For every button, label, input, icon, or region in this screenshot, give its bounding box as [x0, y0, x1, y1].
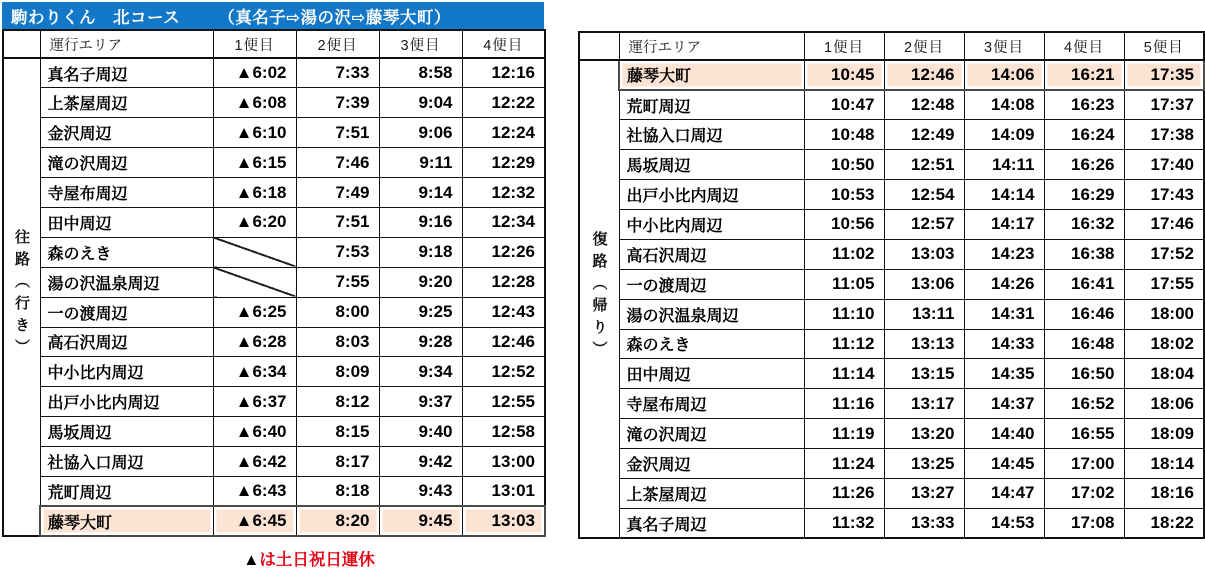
area-cell: 金沢周辺: [619, 449, 804, 479]
time-cell: 9:45: [379, 506, 462, 536]
table-row: [3, 417, 545, 447]
area-cell: 中小比内周辺: [619, 209, 804, 239]
time-cell: 13:15: [884, 359, 964, 389]
time-cell: 9:25: [379, 297, 462, 327]
time-cell: 18:09: [1124, 419, 1204, 449]
time-cell: 14:53: [964, 508, 1044, 538]
time-cell: 12:29: [462, 148, 545, 178]
time-cell: 17:00: [1044, 449, 1124, 479]
table-row: [579, 359, 1204, 389]
area-cell: 森のえき: [40, 237, 213, 267]
time-cell: 18:02: [1124, 329, 1204, 359]
time-cell: 12:32: [462, 178, 545, 208]
time-cell: ▲6:18: [213, 178, 296, 208]
time-cell: 9:06: [379, 118, 462, 148]
time-cell: 8:18: [296, 476, 379, 506]
time-cell: 12:26: [462, 237, 545, 267]
time-cell: 7:46: [296, 148, 379, 178]
table-row: [3, 58, 545, 88]
time-cell: 14:31: [964, 299, 1044, 329]
time-cell: 12:51: [884, 150, 964, 180]
time-cell: 9:04: [379, 88, 462, 118]
time-cell: 11:14: [804, 359, 884, 389]
column-header: 運行エリア: [40, 30, 213, 58]
area-cell: 上茶屋周辺: [619, 478, 804, 508]
time-cell: 14:40: [964, 419, 1044, 449]
area-cell: 馬坂周辺: [619, 150, 804, 180]
time-cell: 10:50: [804, 150, 884, 180]
time-cell: ▲6:20: [213, 207, 296, 237]
time-cell: 12:46: [462, 327, 545, 357]
time-cell: 12:55: [462, 387, 545, 417]
time-cell: 18:14: [1124, 449, 1204, 479]
time-cell: 7:39: [296, 88, 379, 118]
table-row: [579, 449, 1204, 479]
time-cell: 13:20: [884, 419, 964, 449]
time-cell: 16:26: [1044, 150, 1124, 180]
time-cell: 7:53: [296, 237, 379, 267]
column-header: 3便目: [964, 32, 1044, 60]
time-cell: 17:02: [1044, 478, 1124, 508]
area-cell: 高石沢周辺: [619, 239, 804, 269]
time-cell: 9:28: [379, 327, 462, 357]
time-cell: 10:47: [804, 90, 884, 120]
table-row: [3, 118, 545, 148]
table-row: [579, 90, 1204, 120]
time-cell: 17:08: [1044, 508, 1124, 538]
time-cell: 16:32: [1044, 209, 1124, 239]
time-cell: 9:42: [379, 447, 462, 477]
time-cell: 18:00: [1124, 299, 1204, 329]
time-cell: 12:52: [462, 357, 545, 387]
time-cell: 17:43: [1124, 180, 1204, 210]
column-header: 運行エリア: [619, 32, 804, 60]
table-row: [3, 387, 545, 417]
corner-cell: [3, 30, 40, 58]
area-cell: 金沢周辺: [40, 118, 213, 148]
time-cell: ▲6:28: [213, 327, 296, 357]
time-cell: ▲6:43: [213, 476, 296, 506]
column-header: 1便目: [804, 32, 884, 60]
table-row: [3, 148, 545, 178]
time-cell: 12:34: [462, 207, 545, 237]
time-cell: 7:33: [296, 58, 379, 88]
direction-label: [579, 60, 619, 538]
time-cell: 9:18: [379, 237, 462, 267]
area-cell: 上茶屋周辺: [40, 88, 213, 118]
area-cell: 森のえき: [619, 329, 804, 359]
time-cell: ▲6:02: [213, 58, 296, 88]
time-cell: 12:49: [884, 120, 964, 150]
area-cell: 田中周辺: [619, 359, 804, 389]
time-cell: 16:41: [1044, 269, 1124, 299]
time-cell: 9:43: [379, 476, 462, 506]
time-cell: 16:29: [1044, 180, 1124, 210]
time-cell: 12:22: [462, 88, 545, 118]
time-cell: 10:48: [804, 120, 884, 150]
column-header: 1便目: [213, 30, 296, 58]
time-cell: 16:24: [1044, 120, 1124, 150]
time-cell: 18:06: [1124, 389, 1204, 419]
area-cell: 寺屋布周辺: [40, 178, 213, 208]
time-cell: 13:11: [884, 299, 964, 329]
outbound-timetable: [2, 29, 546, 537]
time-cell: 13:01: [462, 476, 545, 506]
time-cell: 17:55: [1124, 269, 1204, 299]
time-cell: 7:49: [296, 178, 379, 208]
time-cell: 7:51: [296, 118, 379, 148]
time-cell: 18:22: [1124, 508, 1204, 538]
time-cell: 13:03: [884, 239, 964, 269]
area-cell: 荒町周辺: [40, 476, 213, 506]
area-cell: 高石沢周辺: [40, 327, 213, 357]
direction-label-text: 復路（帰り）: [590, 230, 608, 363]
holiday-note-text: は土日祝日運休: [259, 551, 375, 570]
area-cell: 荒町周辺: [619, 90, 804, 120]
time-cell: 14:35: [964, 359, 1044, 389]
time-cell: 14:06: [964, 60, 1044, 90]
time-cell: 11:05: [804, 269, 884, 299]
time-cell: 9:16: [379, 207, 462, 237]
time-cell: 8:12: [296, 387, 379, 417]
time-cell: 9:37: [379, 387, 462, 417]
time-cell: 17:40: [1124, 150, 1204, 180]
direction-label-text: 往路（行き）: [13, 228, 30, 361]
time-cell: 13:13: [884, 329, 964, 359]
direction-label: [3, 58, 40, 536]
table-row: [3, 476, 545, 506]
time-cell: 11:10: [804, 299, 884, 329]
area-cell: 出戸小比内周辺: [619, 180, 804, 210]
time-cell: 7:55: [296, 267, 379, 297]
time-cell: 8:15: [296, 417, 379, 447]
area-cell: 寺屋布周辺: [619, 389, 804, 419]
time-cell: 9:14: [379, 178, 462, 208]
table-row: [3, 447, 545, 477]
time-cell: ▲6:42: [213, 447, 296, 477]
column-header: 2便目: [296, 30, 379, 58]
table-row: [3, 297, 545, 327]
route-title-bar: [2, 2, 544, 29]
area-cell: 滝の沢周辺: [619, 419, 804, 449]
time-cell: 14:14: [964, 180, 1044, 210]
time-cell: 13:17: [884, 389, 964, 419]
table-row: [3, 327, 545, 357]
table-row: [579, 478, 1204, 508]
time-cell: 17:38: [1124, 120, 1204, 150]
time-cell: ▲6:40: [213, 417, 296, 447]
area-cell: 真名子周辺: [40, 58, 213, 88]
time-cell: 17:37: [1124, 90, 1204, 120]
table-row: [579, 239, 1204, 269]
area-cell: 藤琴大町: [619, 60, 804, 90]
time-cell: 16:52: [1044, 389, 1124, 419]
time-cell: ▲6:25: [213, 297, 296, 327]
time-cell: 11:24: [804, 449, 884, 479]
table-row: [3, 237, 545, 267]
time-cell: 18:16: [1124, 478, 1204, 508]
time-cell: 12:46: [884, 60, 964, 90]
area-cell: 藤琴大町: [40, 506, 213, 536]
time-cell: 17:46: [1124, 209, 1204, 239]
time-cell: 16:23: [1044, 90, 1124, 120]
table-row: [3, 506, 545, 536]
area-cell: 社協入口周辺: [619, 120, 804, 150]
time-cell: 13:00: [462, 447, 545, 477]
area-cell: 社協入口周辺: [40, 447, 213, 477]
time-cell: 14:37: [964, 389, 1044, 419]
table-row: [3, 88, 545, 118]
area-cell: 中小比内周辺: [40, 357, 213, 387]
no-service-cell: [213, 267, 296, 297]
no-service-cell: [213, 237, 296, 267]
holiday-note: [2, 546, 544, 570]
table-row: [579, 419, 1204, 449]
time-cell: 10:53: [804, 180, 884, 210]
table-row: [3, 178, 545, 208]
time-cell: ▲6:37: [213, 387, 296, 417]
time-cell: 11:26: [804, 478, 884, 508]
time-cell: 8:00: [296, 297, 379, 327]
route-stops: （真名子⇨湯の沢⇨藤琴大町）: [218, 8, 451, 27]
area-cell: 一の渡周辺: [619, 269, 804, 299]
time-cell: 16:48: [1044, 329, 1124, 359]
area-cell: 馬坂周辺: [40, 417, 213, 447]
time-cell: 14:26: [964, 269, 1044, 299]
time-cell: 12:28: [462, 267, 545, 297]
time-cell: 12:57: [884, 209, 964, 239]
time-cell: 10:56: [804, 209, 884, 239]
time-cell: 8:17: [296, 447, 379, 477]
time-cell: 12:16: [462, 58, 545, 88]
time-cell: 14:17: [964, 209, 1044, 239]
table-row: [3, 357, 545, 387]
area-cell: 田中周辺: [40, 207, 213, 237]
time-cell: ▲6:34: [213, 357, 296, 387]
time-cell: 11:19: [804, 419, 884, 449]
table-row: [579, 269, 1204, 299]
table-row: [579, 120, 1204, 150]
time-cell: 11:32: [804, 508, 884, 538]
corner-cell: [579, 32, 619, 60]
column-header: 5便目: [1124, 32, 1204, 60]
time-cell: 9:40: [379, 417, 462, 447]
time-cell: 14:11: [964, 150, 1044, 180]
time-cell: ▲6:45: [213, 506, 296, 536]
time-cell: 8:20: [296, 506, 379, 536]
time-cell: 11:02: [804, 239, 884, 269]
time-cell: 14:47: [964, 478, 1044, 508]
time-cell: ▲6:15: [213, 148, 296, 178]
table-row: [579, 329, 1204, 359]
outbound-section: [2, 2, 544, 570]
area-cell: 湯の沢温泉周辺: [40, 267, 213, 297]
time-cell: 16:50: [1044, 359, 1124, 389]
table-row: [3, 207, 545, 237]
area-cell: 滝の沢周辺: [40, 148, 213, 178]
time-cell: 14:45: [964, 449, 1044, 479]
time-cell: 13:27: [884, 478, 964, 508]
time-cell: 10:45: [804, 60, 884, 90]
time-cell: 14:09: [964, 120, 1044, 150]
time-cell: 8:09: [296, 357, 379, 387]
time-cell: 13:03: [462, 506, 545, 536]
time-cell: 11:16: [804, 389, 884, 419]
time-cell: 16:55: [1044, 419, 1124, 449]
time-cell: 9:11: [379, 148, 462, 178]
area-cell: 一の渡周辺: [40, 297, 213, 327]
time-cell: 13:33: [884, 508, 964, 538]
time-cell: 9:34: [379, 357, 462, 387]
time-cell: 11:12: [804, 329, 884, 359]
time-cell: 8:58: [379, 58, 462, 88]
time-cell: 9:20: [379, 267, 462, 297]
area-cell: 真名子周辺: [619, 508, 804, 538]
column-header: 2便目: [884, 32, 964, 60]
time-cell: 17:35: [1124, 60, 1204, 90]
time-cell: 13:25: [884, 449, 964, 479]
route-name: 駒わりくん 北コース: [11, 8, 181, 27]
time-cell: 16:46: [1044, 299, 1124, 329]
table-row: [3, 267, 545, 297]
time-cell: 14:33: [964, 329, 1044, 359]
time-cell: 14:23: [964, 239, 1044, 269]
time-cell: ▲6:10: [213, 118, 296, 148]
time-cell: 16:38: [1044, 239, 1124, 269]
table-row: [579, 180, 1204, 210]
area-cell: 湯の沢温泉周辺: [619, 299, 804, 329]
table-row: [579, 209, 1204, 239]
column-header: 4便目: [1044, 32, 1124, 60]
table-row: [579, 508, 1204, 538]
time-cell: 16:21: [1044, 60, 1124, 90]
time-cell: ▲6:08: [213, 88, 296, 118]
time-cell: 17:52: [1124, 239, 1204, 269]
time-cell: 8:03: [296, 327, 379, 357]
time-cell: 12:24: [462, 118, 545, 148]
table-row: [579, 150, 1204, 180]
time-cell: 13:06: [884, 269, 964, 299]
column-header: 3便目: [379, 30, 462, 58]
area-cell: 出戸小比内周辺: [40, 387, 213, 417]
time-cell: 12:58: [462, 417, 545, 447]
time-cell: 12:43: [462, 297, 545, 327]
table-row: [579, 299, 1204, 329]
time-cell: 14:08: [964, 90, 1044, 120]
time-cell: 12:54: [884, 180, 964, 210]
return-timetable: [578, 31, 1205, 539]
table-row: [579, 389, 1204, 419]
triangle-marker-icon: ▲: [243, 551, 260, 570]
time-cell: 12:48: [884, 90, 964, 120]
table-row: [579, 60, 1204, 90]
time-cell: 7:51: [296, 207, 379, 237]
return-section: [578, 31, 1203, 539]
time-cell: 18:04: [1124, 359, 1204, 389]
column-header: 4便目: [462, 30, 545, 58]
